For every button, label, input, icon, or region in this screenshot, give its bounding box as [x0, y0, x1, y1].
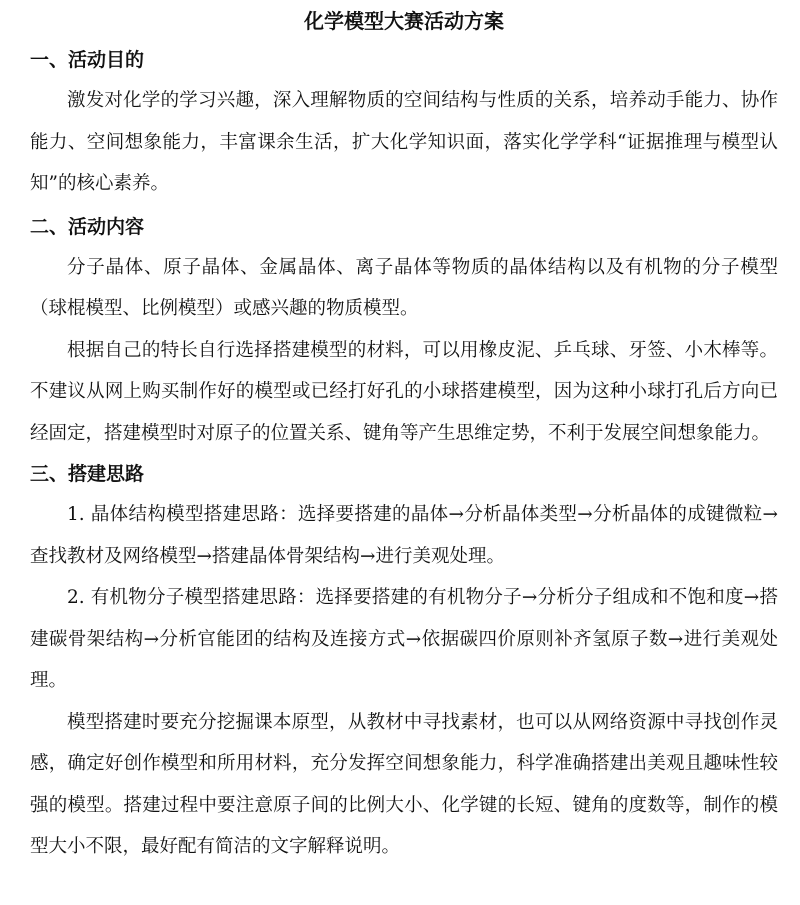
section-content — [30, 207, 778, 455]
paragraph: 2. 有机物分子模型搭建思路：选择要搭建的有机物分子→分析分子组成和不饱和度→搭建碳骨架结构→分析官能团的结构及连接方式→依据碳四价原则补齐氢原子数→进行美观处理。 — [30, 587, 778, 691]
paragraph: 1. 晶体结构模型搭建思路：选择要搭建的晶体→分析晶体类型→分析晶体的成键微粒→查找教材及网络模型→搭建晶体骨架结构→进行美观处理。 — [30, 504, 778, 567]
document-title: 化学模型大赛活动方案 — [304, 9, 504, 33]
section-purpose — [30, 40, 778, 205]
paragraph: 激发对化学的学习兴趣，深入理解物质的空间结构与性质的关系，培养动手能力、协作能力、空间想象能力，丰富课余生活，扩大化学知识面，落实化学学科“证据推理与模型认知”的核心素养。 — [30, 90, 778, 194]
paragraph: 根据自己的特长自行选择搭建模型的材料，可以用橡皮泥、乒乓球、牙签、小木棒等。不建议从网上购买制作好的模型或已经打好孔的小球搭建模型，因为这种小球打孔后方向已经固定，搭建模型时对原子的位置关系、键角等产生思维定势，不利于发展空间想象能力。 — [30, 339, 778, 444]
section-heading: 三、搭建思路 — [30, 463, 145, 485]
paragraph: 模型搭建时要充分挖掘课本原型，从教材中寻找素材，也可以从网络资源中寻找创作灵感，确定好创作模型和所用材料，充分发挥空间想象能力，科学准确搭建出美观且趣味性较强的模型。搭建过程中要注意原子间的比例大小、化学键的长短、键角的度数等，制作的模型大小不限，最好配有简洁的文字解释说明。 — [30, 711, 778, 857]
section-heading: 一、活动目的 — [30, 49, 145, 71]
paragraph: 分子晶体、原子晶体、金属晶体、离子晶体等物质的晶体结构以及有机物的分子模型（球棍模型、比例模型）或感兴趣的物质模型。 — [30, 256, 778, 319]
section-heading: 二、活动内容 — [30, 215, 145, 238]
section-approach — [30, 454, 778, 868]
